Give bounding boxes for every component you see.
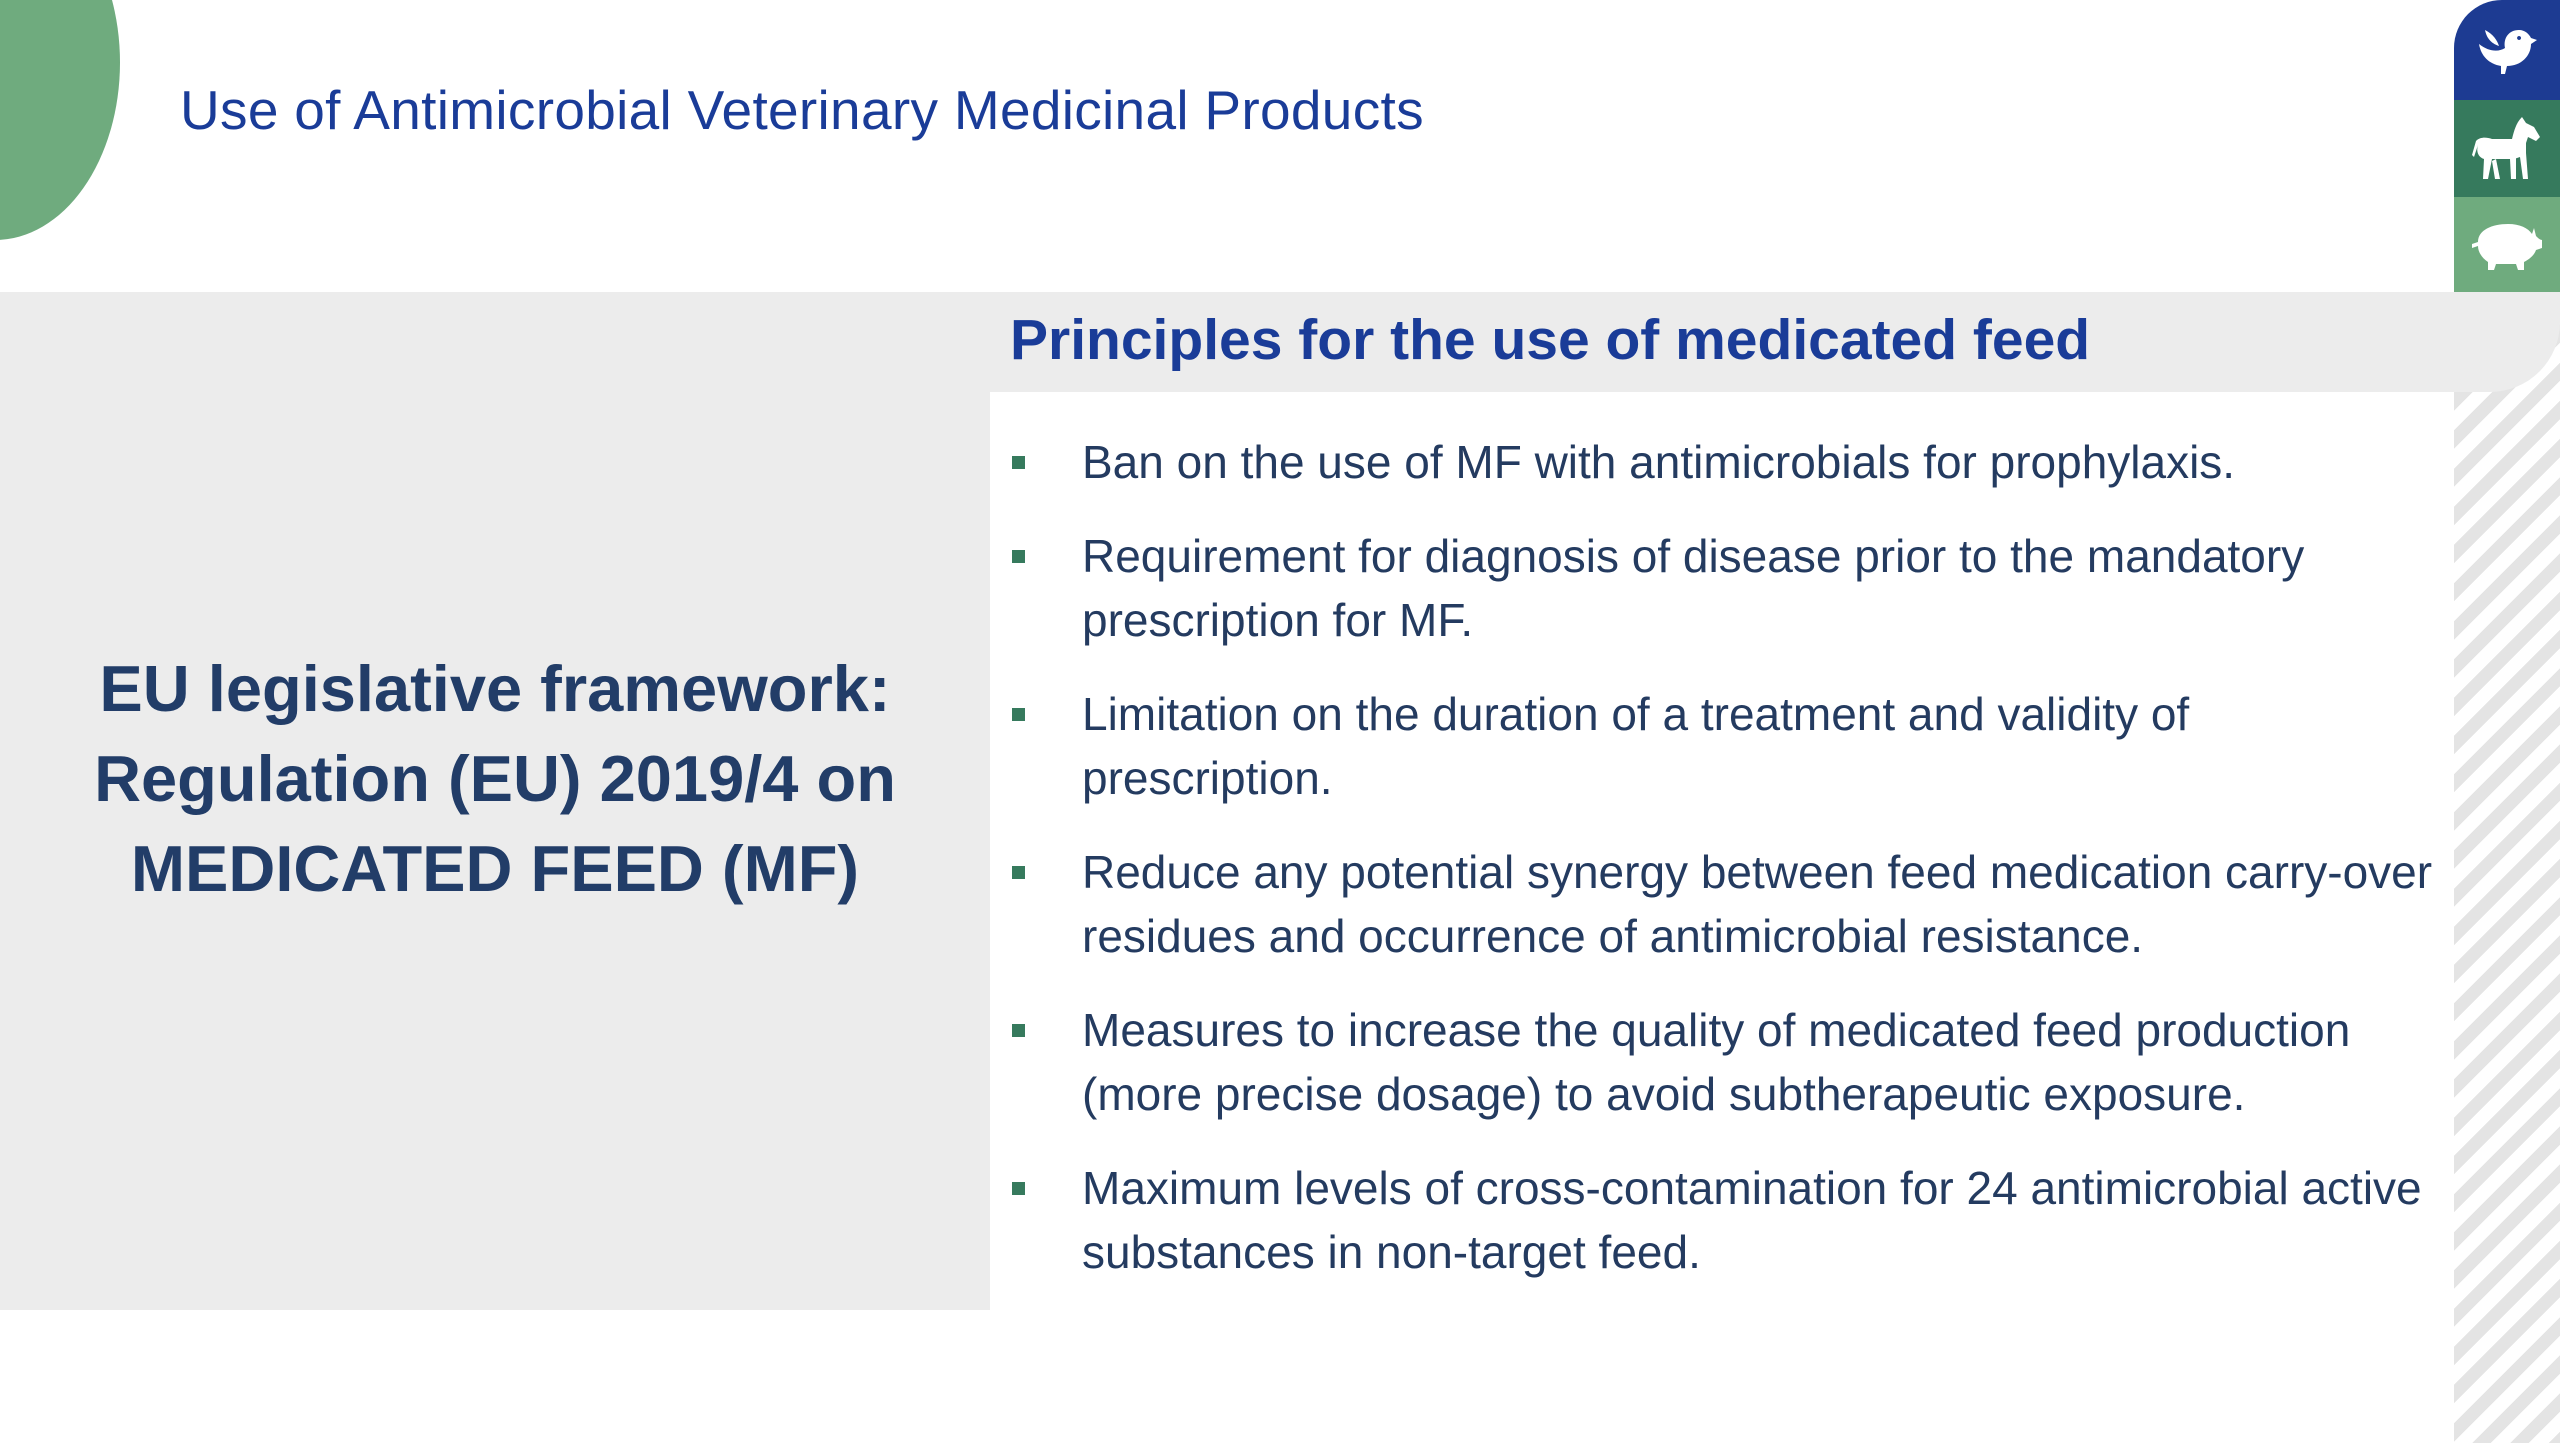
list-item [1010,840,2440,968]
pig-tile [2454,197,2560,294]
bird-tile [2454,0,2560,100]
list-item [1010,430,2440,494]
slide-title: Use of Antimicrobial Veterinary Medicinal Products [180,79,1424,141]
bird-icon [2475,22,2539,78]
list-item [1010,1156,2440,1284]
pig-icon [2470,218,2544,274]
list-item-text: Reduce any potential synergy between feed medication carry-over residues and occurrence of antimicrobial resistance. [1082,846,2433,962]
principles-header [990,292,2560,392]
principles-list [1010,430,2440,1314]
list-item [1010,998,2440,1126]
bullet-square-icon [1012,1024,1025,1037]
framework-line: Regulation (EU) 2019/4 on [94,742,896,815]
list-item-text: Requirement for diagnosis of disease prior to the mandatory prescription for MF. [1082,530,2305,646]
framework-title [0,270,990,1288]
framework-line: MEDICATED FEED (MF) [130,832,860,905]
list-item-text: Ban on the use of MF with antimicrobials for prophylaxis. [1082,436,2236,488]
framework-line: EU legislative framework: [99,652,891,725]
principles-heading: Principles for the use of medicated feed [1010,308,2091,372]
bullet-square-icon [1012,456,1025,469]
list-item-text: Limitation on the duration of a treatment and validity of prescription. [1082,688,2190,804]
bullet-square-icon [1012,550,1025,563]
bullet-square-icon [1012,866,1025,879]
bullet-square-icon [1012,708,1025,721]
horse-icon [2470,113,2544,185]
list-item [1010,682,2440,810]
list-item [1010,524,2440,652]
framework-panel [0,292,990,1310]
list-item-text: Measures to increase the quality of medicated feed production (more precise dosage) to avoid subtherapeutic exposure. [1082,1004,2351,1120]
horse-tile [2454,100,2560,197]
list-item-text: Maximum levels of cross-contamination for 24 antimicrobial active substances in non-target feed. [1082,1162,2422,1278]
bullet-square-icon [1012,1182,1025,1195]
decorative-stripes [2454,296,2560,1443]
decorative-circle [0,0,120,240]
